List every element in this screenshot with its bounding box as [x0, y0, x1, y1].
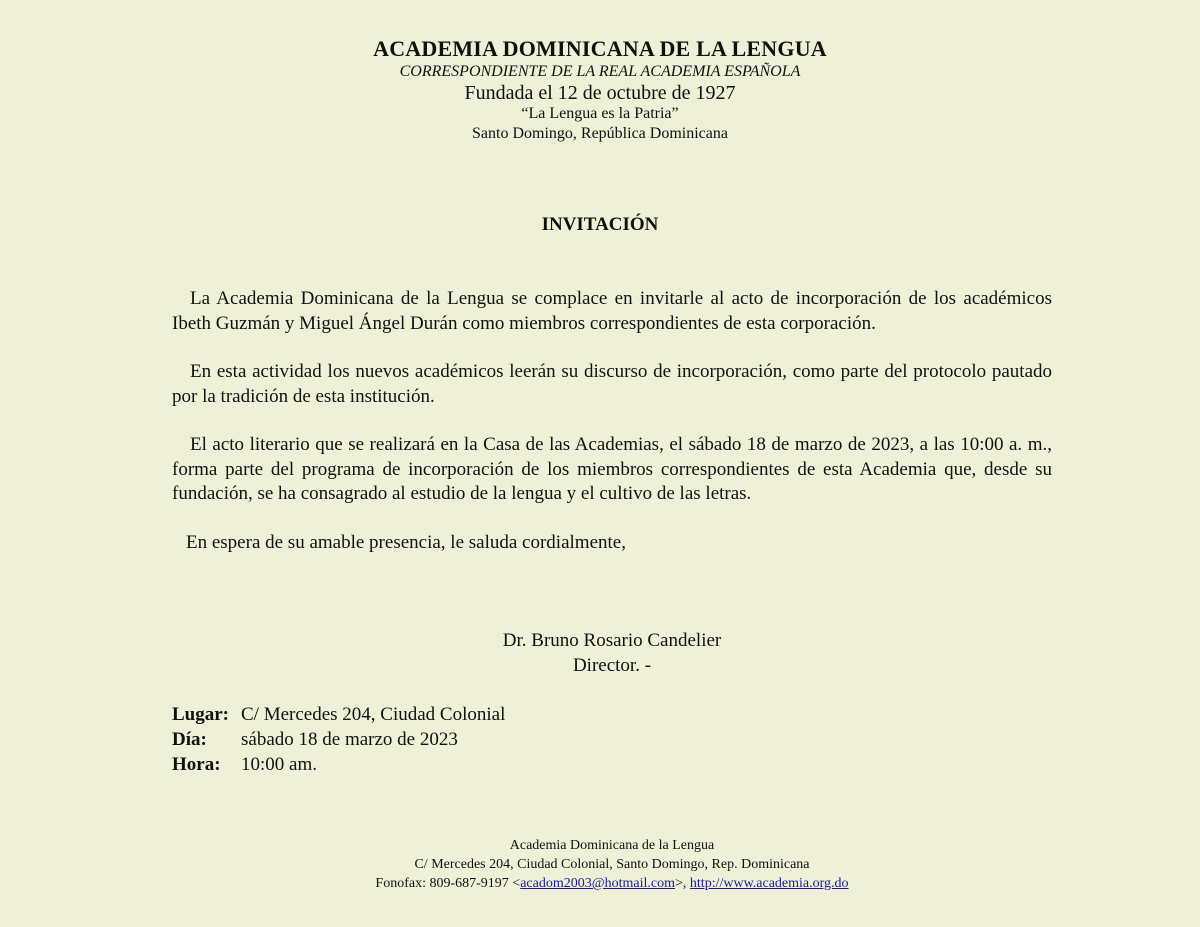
signatory-role: Director. - — [572, 655, 652, 676]
day-value: sábado 18 de marzo de 2023 — [241, 729, 458, 750]
institution-name: ACADEMIA DOMINICANA DE LA LENGUA — [373, 36, 827, 61]
paragraph-closing: En espera de su amable presencia, le saluda cordialmente, — [186, 531, 626, 553]
motto: “La Lengua es la Patria” — [521, 105, 679, 122]
detail-row-day — [172, 727, 505, 752]
institution-subtitle: CORRESPONDIENTE DE LA REAL ACADEMIA ESPAÑOLA — [399, 63, 801, 80]
footer — [0, 836, 1200, 893]
email-link[interactable]: acadom2003@hotmail.com — [520, 876, 676, 891]
footer-address: C/ Mercedes 204, Ciudad Colonial, Santo Domingo, Rep. Dominicana — [414, 857, 810, 872]
footer-phone: Fonofax: 809-687-9197 < — [375, 876, 521, 891]
place-label: Lugar: — [172, 704, 229, 725]
paragraph-invitation: La Academia Dominicana de la Lengua se complace en invitarle al acto de incorporación de los académicos Ibeth Guzmán y Miguel Ángel Durán como miembros correspondientes de esta corporación. — [172, 288, 1052, 334]
footer-contact — [0, 874, 1200, 893]
time-label: Hora: — [172, 754, 221, 775]
event-details — [172, 702, 505, 777]
letter-body — [172, 287, 1052, 579]
website-link[interactable]: http://www.academia.org.do — [689, 876, 849, 891]
signature-block — [0, 628, 1200, 678]
city-country: Santo Domingo, República Dominicana — [472, 125, 728, 142]
signatory-name: Dr. Bruno Rosario Candelier — [502, 630, 722, 651]
document-heading: INVITACIÓN — [541, 214, 659, 235]
day-label: Día: — [172, 729, 207, 750]
footer-institution: Academia Dominicana de la Lengua — [509, 838, 715, 853]
time-value: 10:00 am. — [241, 754, 317, 775]
place-value: C/ Mercedes 204, Ciudad Colonial — [241, 704, 506, 725]
founding-date: Fundada el 12 de octubre de 1927 — [464, 82, 736, 104]
paragraph-activity: En esta actividad los nuevos académicos leerán su discurso de incorporación, como parte del protocolo pautado por la tradición de esta institución. — [172, 361, 1052, 407]
detail-row-time — [172, 752, 505, 777]
paragraph-event-details: El acto literario que se realizará en la Casa de las Academias, el sábado 18 de marzo de 2023, a las 10:00 a. m., forma parte del programa de incorporación de los miembros correspondientes de esta Academia que, desde su fundación, se ha consagrado al estudio de la lengua y el cultivo de las letras. — [172, 434, 1052, 504]
detail-row-place — [172, 702, 505, 727]
footer-separator: >, — [675, 876, 690, 891]
letterhead — [0, 36, 1200, 144]
